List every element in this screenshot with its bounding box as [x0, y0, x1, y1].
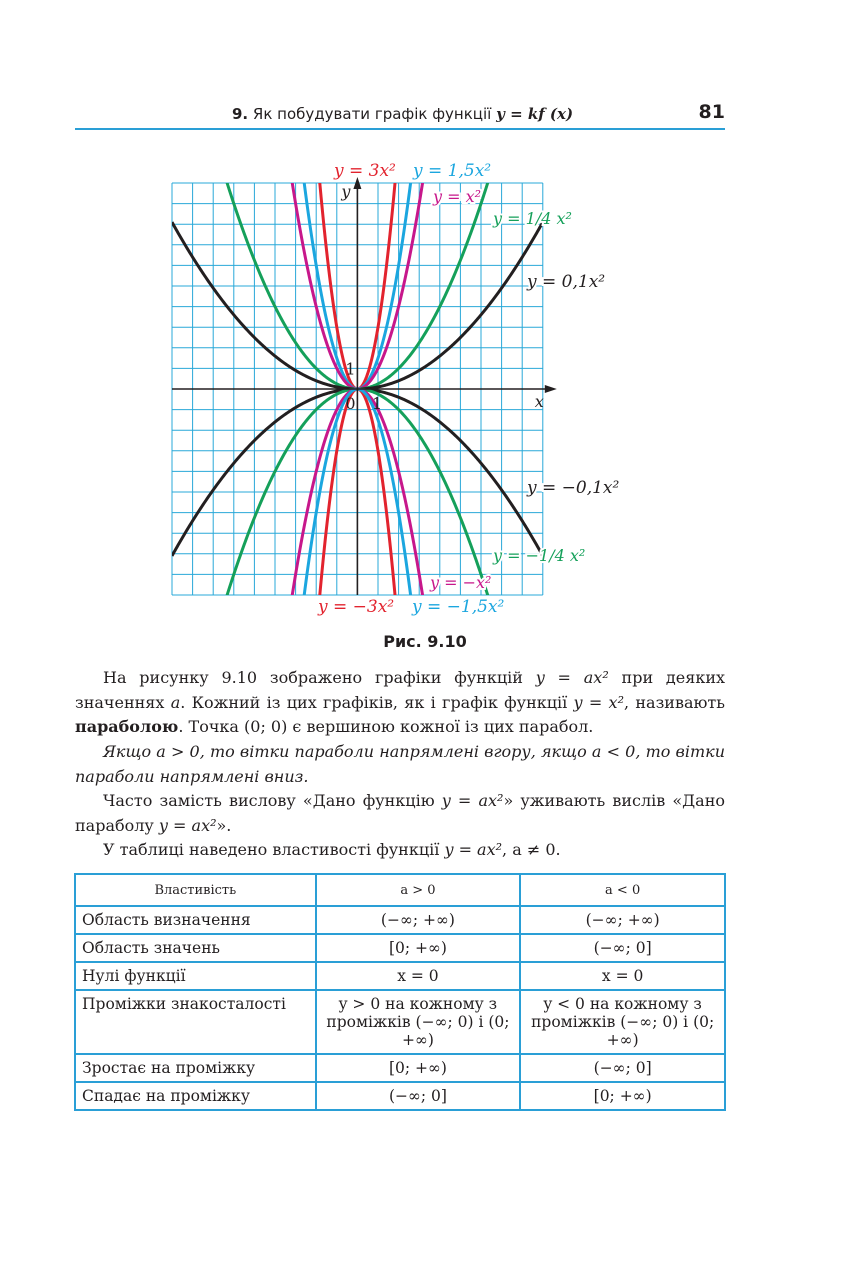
table-cell: Область визначення	[75, 906, 316, 934]
p1-text-e: . Точка (0; 0) є вершиною кожної із цих парабол.	[178, 717, 594, 736]
table-row	[75, 934, 725, 962]
table-cell: y < 0 на кожному з проміжків (−∞; 0) і (0; +∞)	[520, 990, 725, 1054]
table-cell: [0; +∞)	[316, 1054, 521, 1082]
section-title-text: Як побудувати графік функції	[252, 105, 492, 123]
section-number: 9.	[232, 105, 249, 123]
table-cell: Проміжки знакосталості	[75, 990, 316, 1054]
p4-formula: y = ax²	[444, 840, 503, 859]
table-cell: (−∞; 0]	[520, 934, 725, 962]
table-cell: [0; +∞)	[520, 1082, 725, 1110]
table-row	[75, 1082, 725, 1110]
table-row	[75, 906, 725, 934]
table-cell: Область значень	[75, 934, 316, 962]
table-row	[75, 1054, 725, 1082]
table-cell: (−∞; 0]	[316, 1082, 521, 1110]
table-cell: (−∞; +∞)	[520, 906, 725, 934]
table-cell: Нулі функції	[75, 962, 316, 990]
curve-label: y = 1/4 x²	[493, 209, 572, 228]
paragraph-2	[75, 740, 725, 789]
table-header-cell: a > 0	[316, 874, 521, 906]
p3-text-b: » уживають вислів «Дано параболу	[75, 791, 726, 835]
table-header-cell: a < 0	[520, 874, 725, 906]
table-cell: (−∞; 0]	[520, 1054, 725, 1082]
table-cell: Спадає на проміжку	[75, 1082, 316, 1110]
p3-formula-1: y = ax²	[441, 791, 504, 810]
curve-label: y = −1/4 x²	[493, 546, 586, 565]
curve-label: y = x²	[433, 187, 482, 206]
parabola-figure	[150, 150, 630, 620]
curve-label: y = −3x²	[318, 597, 395, 617]
paragraph-4	[75, 838, 725, 863]
table-header-row	[75, 874, 725, 906]
table-cell: [0; +∞)	[316, 934, 521, 962]
properties-table	[74, 873, 726, 1111]
p1-formula-1: y = ax²	[535, 668, 609, 687]
y-axis-label: y	[341, 182, 351, 201]
origin-label: 0	[345, 394, 356, 413]
table-cell: (−∞; +∞)	[316, 906, 521, 934]
table-header-cell: Властивість	[75, 874, 316, 906]
p1-formula-2: y = x²	[573, 692, 624, 712]
figure-caption: Рис. 9.10	[383, 632, 467, 651]
curve-label: y = 0,1x²	[527, 272, 606, 292]
section-title-formula: y = kf (x)	[496, 105, 574, 123]
x-axis-label: x	[534, 392, 544, 411]
p1-bold-term: параболою	[75, 717, 179, 736]
p1-text-b: при деяких значеннях	[75, 668, 726, 712]
curve-label: y = −0,1x²	[527, 478, 620, 498]
table-cell: x = 0	[520, 962, 725, 990]
y-unit-label: 1	[345, 359, 356, 379]
table-row	[75, 990, 725, 1054]
p1-text-d: , називають	[624, 692, 725, 712]
x-unit-label: 1	[372, 394, 383, 413]
p3-text-a: Часто замість вислову «Дано функцію	[103, 791, 442, 810]
paragraph-1	[75, 666, 725, 740]
p4-text-a: У таблиці наведено властивості функції	[103, 840, 445, 859]
table-cell: Зростає на проміжку	[75, 1054, 316, 1082]
table-cell: x = 0	[316, 962, 521, 990]
p1-var-a: a	[170, 692, 181, 712]
table-cell: y > 0 на кожному з проміжків (−∞; 0) і (0; +∞)	[316, 990, 521, 1054]
p4-text-b: , a ≠ 0.	[502, 840, 561, 859]
p1-text-a: На рисунку 9.10 зображено графіки функцій	[103, 668, 536, 687]
x-axis-arrow	[545, 385, 557, 393]
paragraph-3	[75, 789, 725, 838]
page-number: 81	[698, 101, 725, 123]
p2-text: Якщо a > 0, то вітки параболи напрямлені вгору, якщо a < 0, то вітки параболи напрямлені вниз.	[75, 742, 725, 786]
page-header	[75, 100, 725, 130]
p3-formula-2: y = ax²	[158, 815, 217, 835]
section-title	[232, 105, 573, 123]
curve-label: y = 1,5x²	[413, 161, 492, 181]
table-row	[75, 962, 725, 990]
p3-text-c: ».	[216, 815, 232, 835]
curve-label: y = −x²	[430, 573, 492, 592]
curve-label: y = 3x²	[334, 161, 396, 181]
p1-text-c: . Кожний із цих графіків, як і графік функції	[180, 692, 574, 712]
curve-label: y = −1,5x²	[412, 597, 505, 617]
